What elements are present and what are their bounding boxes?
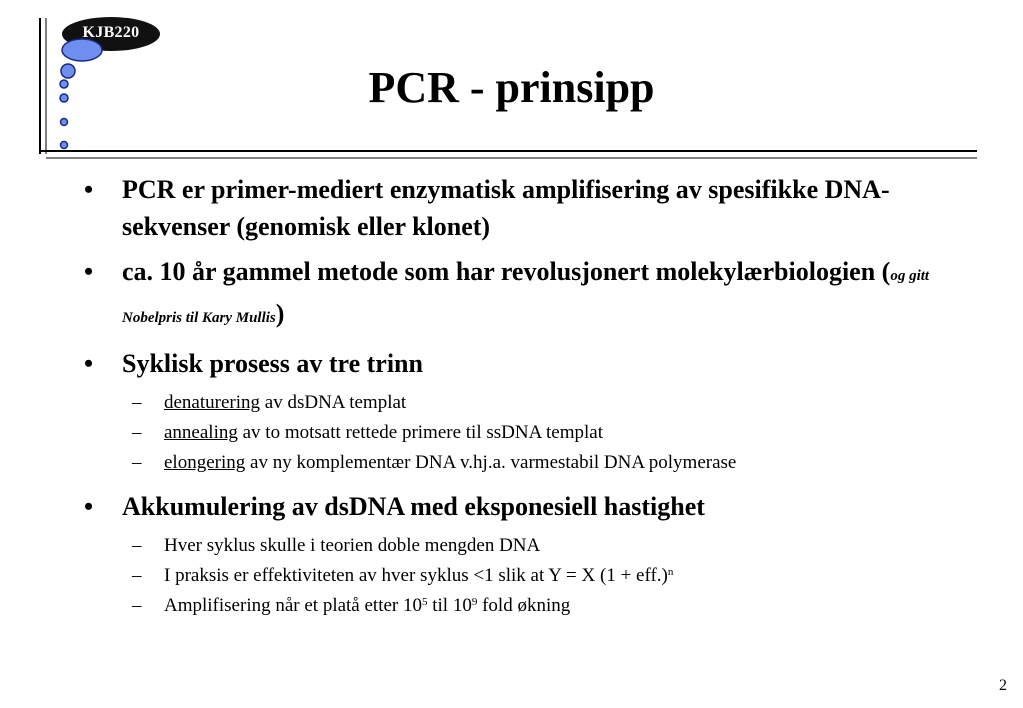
sub-bullet bbox=[84, 531, 984, 561]
bullet-italic-note: og gitt Nobelpris til Kary Mullis bbox=[122, 268, 930, 326]
superscript: 9 bbox=[471, 596, 478, 608]
sub-bullet-text: fold økning bbox=[477, 595, 571, 616]
sub-bullet-term: elongering bbox=[164, 452, 246, 473]
sub-bullet-text: Hver syklus skulle i teorien doble mengden DNA bbox=[164, 535, 541, 556]
dash: – bbox=[132, 392, 142, 413]
logo-text: KJB220 bbox=[82, 24, 140, 41]
slide-title: PCR - prinsipp bbox=[368, 63, 655, 112]
dash: – bbox=[132, 565, 142, 586]
bullet-2 bbox=[84, 253, 984, 337]
bubble-icon bbox=[61, 119, 68, 126]
bullet-dot: • bbox=[84, 175, 94, 204]
superscript: 5 bbox=[422, 596, 428, 608]
bullet-1 bbox=[84, 171, 984, 245]
bullet-text: PCR er primer-mediert enzymatisk amplifisering av spesifikke DNA-sekvenser (genomisk eller klonet) bbox=[122, 175, 890, 241]
slide-content bbox=[84, 171, 984, 631]
sub-bullet-text: til 10 bbox=[427, 595, 472, 616]
sub-bullet-text: I praksis er effektiviteten av hver syklus <1 slik at Y = X (1 + eff.) bbox=[164, 565, 668, 586]
superscript: n bbox=[667, 566, 674, 578]
bubble-icon bbox=[61, 64, 75, 78]
sub-bullet bbox=[84, 561, 984, 591]
bullet-4 bbox=[84, 488, 984, 525]
bubble-icon bbox=[62, 39, 102, 61]
sub-bullet-text: av dsDNA templat bbox=[260, 392, 407, 413]
sub-bullets-3 bbox=[84, 388, 984, 478]
bullet-dot: • bbox=[84, 257, 94, 286]
bullet-close-paren: ) bbox=[275, 299, 285, 328]
sub-bullet bbox=[84, 448, 984, 478]
sub-bullet-text: av ny komplementær DNA v.hj.a. varmestabil DNA polymerase bbox=[245, 452, 737, 473]
bullet-text: Syklisk prosess av tre trinn bbox=[122, 349, 423, 378]
dash: – bbox=[132, 422, 142, 443]
bullet-text: Akkumulering av dsDNA med eksponesiell hastighet bbox=[122, 492, 705, 521]
bubble-icon bbox=[61, 142, 68, 149]
dash: – bbox=[132, 595, 142, 616]
dash: – bbox=[132, 535, 142, 556]
bullet-dot: • bbox=[84, 492, 94, 521]
bullet-dot: • bbox=[84, 349, 94, 378]
bubble-icon bbox=[60, 80, 68, 88]
sub-bullet-text: av to motsatt rettede primere til ssDNA templat bbox=[237, 422, 603, 443]
sub-bullet-text: Amplifisering når et platå etter 10 bbox=[164, 595, 422, 616]
sub-bullet-term: annealing bbox=[164, 422, 238, 443]
sub-bullet bbox=[84, 591, 984, 621]
page-number: 2 bbox=[999, 677, 1007, 694]
sub-bullets-4 bbox=[84, 531, 984, 621]
bullet-text: ca. 10 år gammel metode som har revolusjonert molekylærbiologien ( bbox=[122, 257, 891, 286]
bullet-3 bbox=[84, 345, 984, 382]
bubble-icon bbox=[60, 94, 68, 102]
dash: – bbox=[132, 452, 142, 473]
sub-bullet-term: denaturering bbox=[164, 392, 261, 413]
sub-bullet bbox=[84, 418, 984, 448]
sub-bullet bbox=[84, 388, 984, 418]
